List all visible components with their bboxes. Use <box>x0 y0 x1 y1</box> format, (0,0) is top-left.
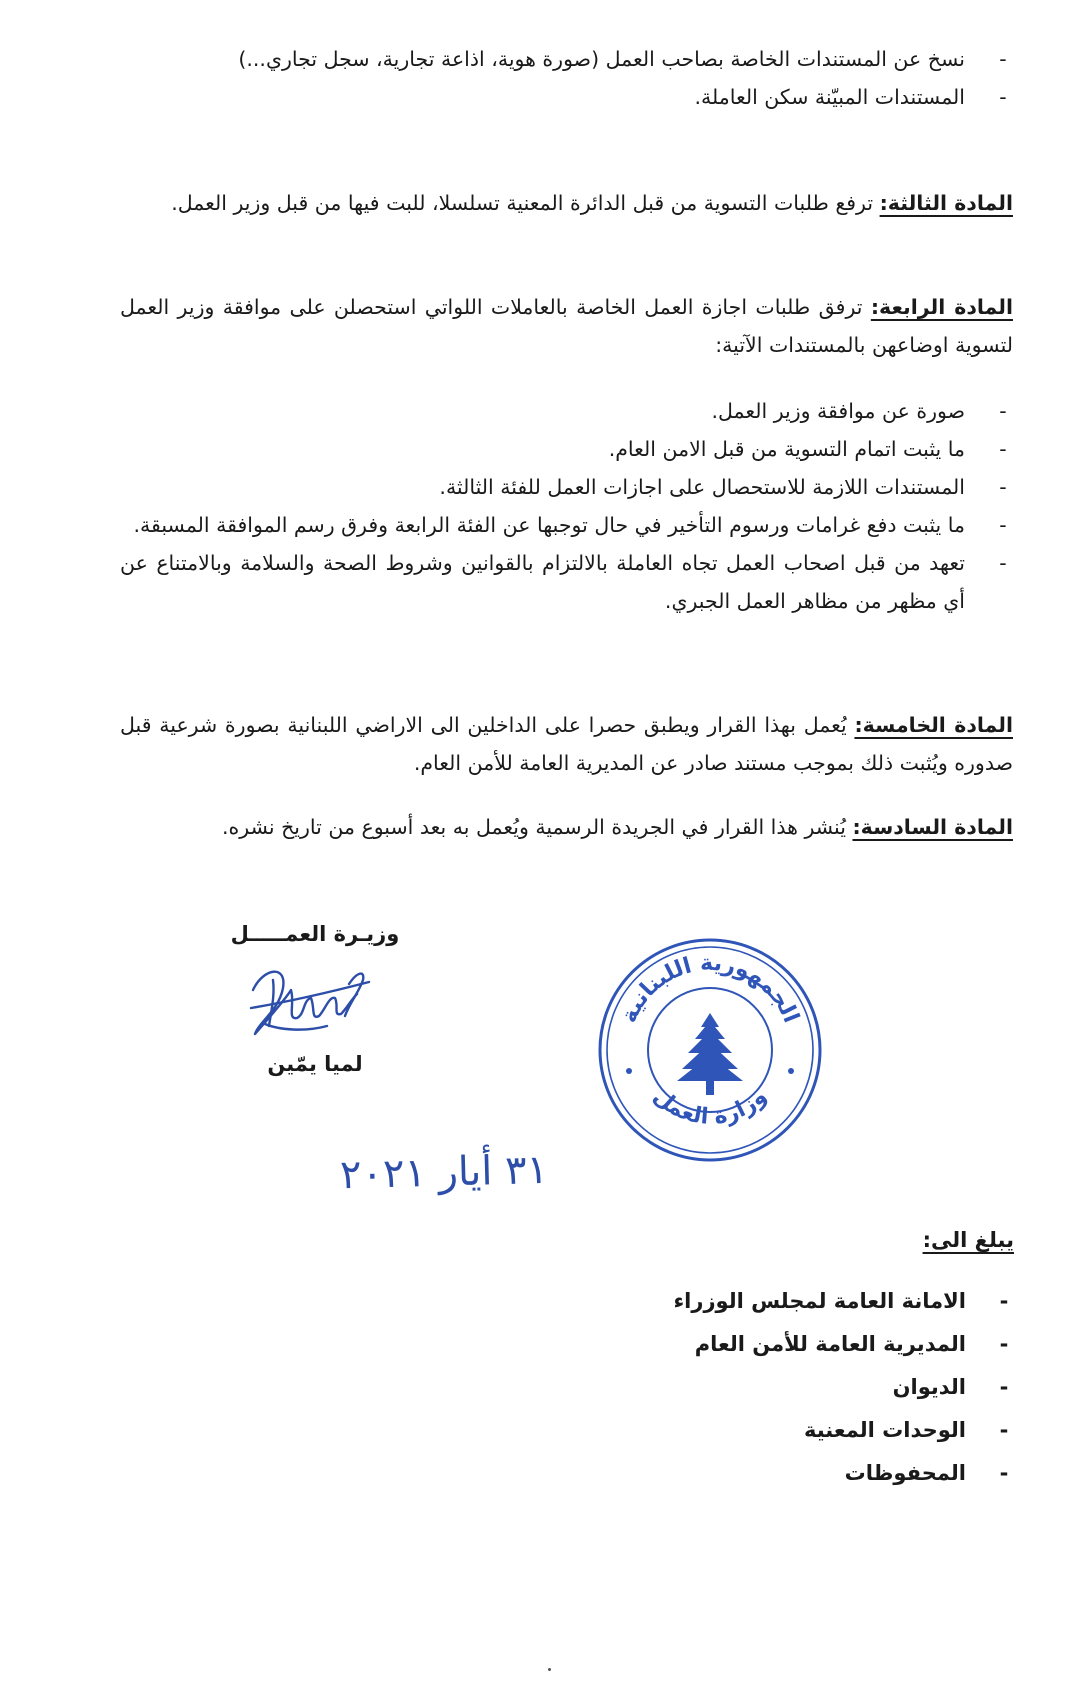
signatory-name: لميا يمّين <box>267 1052 363 1076</box>
article-6-text: يُنشر هذا القرار في الجريدة الرسمية ويُعمل به بعد أسبوع من تاريخ نشره. <box>222 815 853 839</box>
article-3-label: المادة الثالثة: <box>879 191 1013 215</box>
stamp-top-text: الجمهورية اللبنانية <box>616 950 804 1027</box>
article-5-label: المادة الخامسة: <box>854 713 1013 737</box>
list-item: - صورة عن موافقة وزير العمل. <box>711 399 1007 423</box>
article-4-documents-list <box>120 392 1013 620</box>
article-6-label: المادة السادسة: <box>852 815 1013 839</box>
handwritten-date: ٣١ أيار ٢٠٢١ <box>339 1146 549 1199</box>
distribution-list <box>514 1280 1014 1495</box>
handwritten-signature <box>245 960 385 1042</box>
article-4 <box>120 288 1013 364</box>
article-3-text: ترفع طلبات التسوية من قبل الدائرة المعنية تسلسلا، للبت فيها من قبل وزير العمل. <box>171 191 880 215</box>
distribution-title: يبلغ الى: <box>922 1228 1014 1252</box>
list-item: - الوحدات المعنية <box>803 1418 1009 1442</box>
list-item: - المستندات اللازمة للاستحصال على اجازات العمل للفئة الثالثة. <box>439 475 1007 499</box>
stamp-bottom-text: وزارة العمل <box>648 1083 772 1130</box>
list-item: - تعهد من قبل اصحاب العمل تجاه العاملة بالالتزام بالقوانين وشروط الصحة والسلامة وبالامتناع عن أي مظهر من مظاهر العمل الجبري. <box>120 551 1007 613</box>
article-4-label: المادة الرابعة: <box>870 295 1013 319</box>
list-item: - المحفوظات <box>844 1461 1009 1485</box>
list-item: - المستندات المبيّنة سكن العاملة. <box>694 85 1007 109</box>
cedar-icon <box>677 1013 743 1095</box>
list-item: - ما يثبت دفع غرامات ورسوم التأخير في حال توجبها عن الفئة الرابعة وفرق رسم الموافقة المسبقة. <box>133 513 1007 537</box>
list-item: - الديوان <box>892 1375 1009 1399</box>
list-item: - المديرية العامة للأمن العام <box>694 1332 1009 1356</box>
signatory-title: وزيـرة العمـــــل <box>230 922 400 946</box>
list-item: - الامانة العامة لمجلس الوزراء <box>673 1289 1009 1313</box>
article-4-text: ترفق طلبات اجازة العمل الخاصة بالعاملات اللواتي استحصلن على موافقة وزير العمل لتسوية اوضاعهن بالمستندات الآتية: <box>120 295 1013 357</box>
list-item: - ما يثبت اتمام التسوية من قبل الامن العام. <box>608 437 1007 461</box>
article-5 <box>120 706 1013 782</box>
article-5-text: يُعمل بهذا القرار ويطبق حصرا على الداخلين الى الاراضي اللبنانية بصورة شرعية قبل صدوره ويُثبت ذلك بموجب مستند صادر عن المديرية العامة للأمن العام. <box>120 713 1013 775</box>
requirements-list-continued <box>120 40 1013 116</box>
official-stamp <box>595 935 825 1165</box>
article-6 <box>120 808 1013 846</box>
article-3 <box>120 184 1013 222</box>
list-item: - نسخ عن المستندات الخاصة بصاحب العمل (صورة هوية، اذاعة تجارية، سجل تجاري...) <box>238 47 1007 71</box>
scan-speck <box>548 1668 551 1671</box>
